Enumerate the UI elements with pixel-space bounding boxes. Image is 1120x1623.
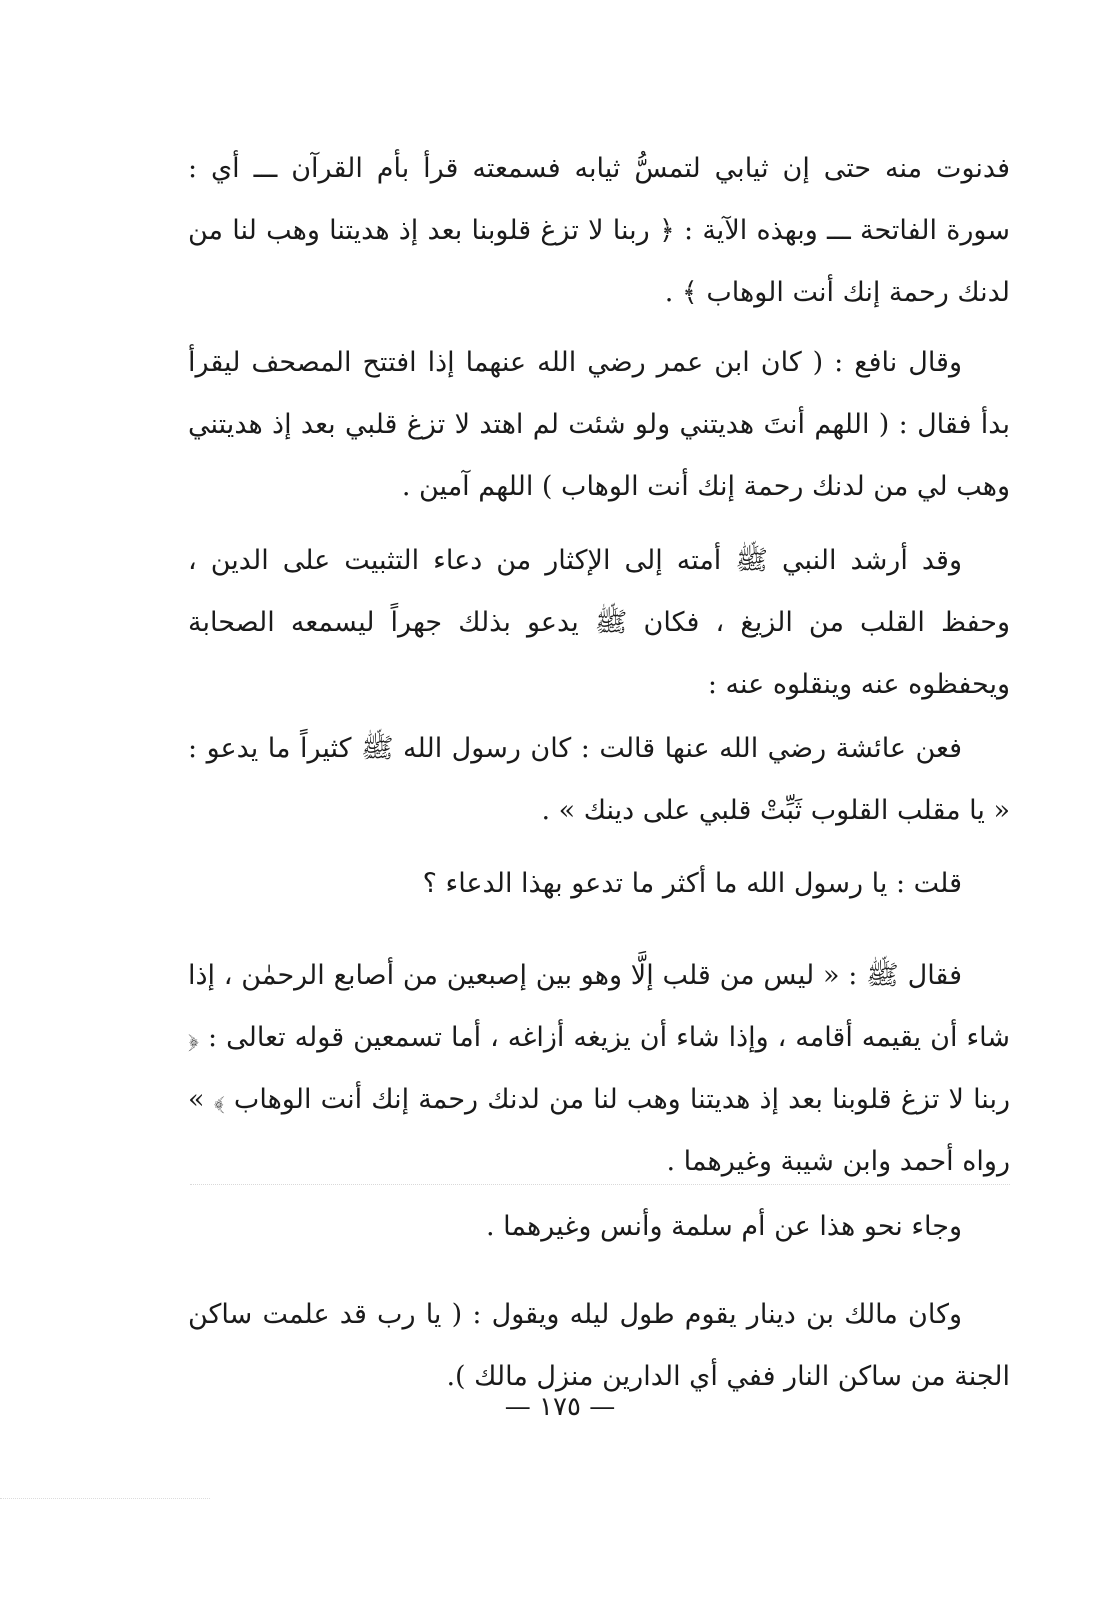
page-number: — ١٧٥ — — [504, 1392, 616, 1422]
paragraph-6 — [188, 945, 1010, 1193]
paragraph-text: فعن عائشة رضي الله عنها قالت : كان رسول الله ﷺ كثيراً ما يدعو : « يا مقلب القلوب ثَبِّتْ قلبي على دينك » . — [188, 733, 1010, 826]
paragraph-text: وقد أرشد النبي ﷺ أمته إلى الإكثار من دعاء التثبيت على الدين ، وحفظ القلب من الزيغ ، فكان ﷺ يدعو بذلك جهراً ليسمعه الصحابة ويحفظوه عنه وينقلوه عنه : — [188, 545, 1010, 700]
paragraph-3 — [188, 530, 1010, 716]
paragraph-5 — [188, 853, 1010, 915]
paragraph-7 — [188, 1196, 1010, 1258]
paragraph-text: وكان مالك بن دينار يقوم طول ليله ويقول : ( يا رب قد علمت ساكن الجنة من ساكن النار ففي أي الدارين منزل مالك ). — [188, 1299, 1010, 1392]
paragraph-4 — [188, 718, 1010, 842]
paragraph-2 — [188, 332, 1010, 518]
paragraph-text: وقال نافع : ( كان ابن عمر رضي الله عنهما إذا افتتح المصحف ليقرأ بدأ فقال : ( اللهم أنتَ هديتني ولو شئت لم اهتد لا تزغ قلبي بعد إذ هديتني وهب لي من لدنك رحمة إنك أنت الوهاب ) اللهم آمين . — [188, 347, 1010, 502]
scan-artifact-line — [190, 1184, 1010, 1187]
paragraph-text: قلت : يا رسول الله ما أكثر ما تدعو بهذا الدعاء ؟ — [422, 868, 962, 899]
paragraph-text: فدنوت منه حتى إن ثيابي لتمسُّ ثيابه فسمعته قرأ بأم القرآن ـــ أي : سورة الفاتحة ـــ وبهذه الآية : ﴿ ربنا لا تزغ قلوبنا بعد إذ هديتنا وهب لنا من لدنك رحمة إنك أنت الوهاب ﴾ . — [188, 153, 1010, 308]
paragraph-text: وجاء نحو هذا عن أم سلمة وأنس وغيرهما . — [486, 1211, 962, 1242]
paragraph-8 — [188, 1284, 1010, 1408]
paragraph-text: فقال ﷺ : « ليس من قلب إلَّا وهو بين إصبعين من أصابع الرحمٰن ، إذا شاء أن يقيمه أقامه ، وإذا شاء أن يزيغه أزاغه ، أما تسمعين قوله تعالى : ﴿ ربنا لا تزغ قلوبنا بعد إذ هديتنا وهب لنا من لدنك رحمة إنك أنت الوهاب ﴾ » رواه أحمد وابن شيبة وغيرهما . — [188, 960, 1010, 1177]
scan-artifact-line-bottom — [0, 1498, 210, 1501]
paragraph-1 — [188, 138, 1010, 324]
